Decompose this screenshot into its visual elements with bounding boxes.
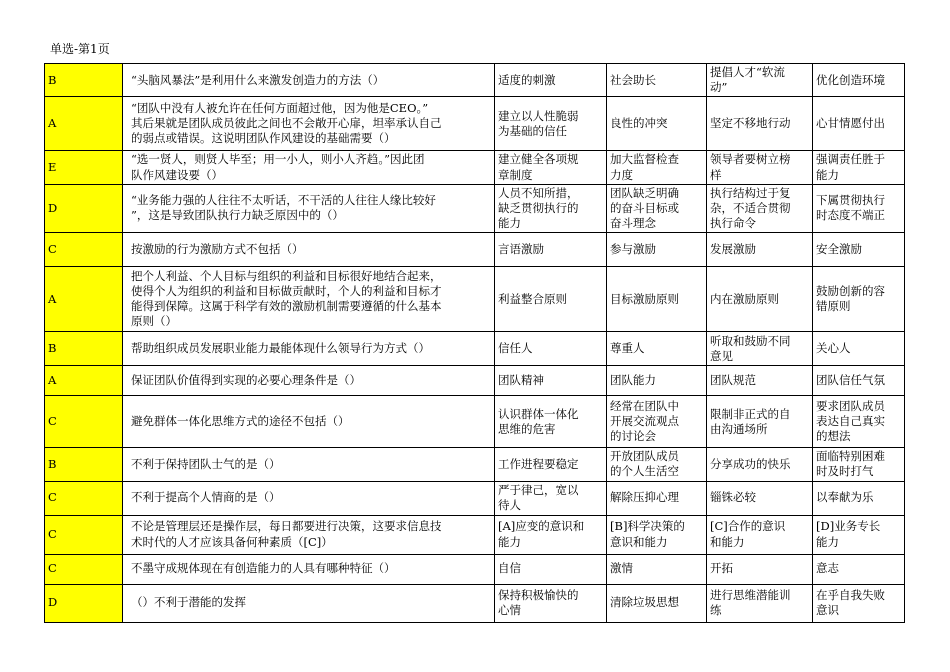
- table-row: [45, 184, 905, 233]
- option-c-cell: 坚定不移地行动: [707, 97, 813, 151]
- option-c-cell: 发展激励: [707, 233, 813, 267]
- option-d-cell: 下属贯彻执行 时态度不端正: [813, 184, 905, 233]
- option-b-cell: [B]科学决策的 意识和能力: [607, 515, 707, 554]
- option-d-cell: 面临特别困难 时及时打气: [813, 448, 905, 481]
- answer-cell: E: [45, 151, 123, 184]
- option-d-cell: 优化创造环境: [813, 64, 905, 97]
- option-d-cell: 以奉献为乐: [813, 481, 905, 515]
- table-row: [45, 267, 905, 332]
- option-b-cell: 经常在团队中 开展交流观点 的讨论会: [607, 396, 707, 448]
- option-b-cell: 团队能力: [607, 366, 707, 396]
- option-d-cell: 在乎自我失败 意识: [813, 584, 905, 622]
- option-b-cell: 开放团队成员 的个人生活空: [607, 448, 707, 481]
- table-row: [45, 515, 905, 554]
- option-d-cell: 团队信任气氛: [813, 366, 905, 396]
- option-a-cell: 言语激励: [495, 233, 607, 267]
- option-a-cell: 团队精神: [495, 366, 607, 396]
- answer-cell: B: [45, 332, 123, 366]
- option-b-cell: 参与激励: [607, 233, 707, 267]
- table-row: [45, 584, 905, 622]
- question-table-body: [45, 64, 905, 623]
- option-c-cell: 分享成功的快乐: [707, 448, 813, 481]
- option-c-cell: 听取和鼓励不同 意见: [707, 332, 813, 366]
- option-d-cell: 关心人: [813, 332, 905, 366]
- option-c-cell: 领导者要树立榜 样: [707, 151, 813, 184]
- option-d-cell: [D]业务专长 能力: [813, 515, 905, 554]
- question-cell: 避免群体一体化思维方式的途径不包括（）: [123, 396, 495, 448]
- answer-cell: C: [45, 554, 123, 584]
- question-cell: “团队中没有人被允许在任何方面超过他，因为他是CEO。” 其后果就是团队成员彼此之间也不会敞开心扉，坦率承认自己 的弱点或错误。这说明团队作风建设的基础需要（）: [123, 97, 495, 151]
- option-b-cell: 目标激励原则: [607, 267, 707, 332]
- option-a-cell: 信任人: [495, 332, 607, 366]
- table-row: [45, 448, 905, 481]
- option-c-cell: 限制非正式的自 由沟通场所: [707, 396, 813, 448]
- question-cell: 不利于保持团队士气的是（）: [123, 448, 495, 481]
- page-header: 单选-第1页: [50, 42, 110, 56]
- option-b-cell: 解除压抑心理: [607, 481, 707, 515]
- table-row: [45, 554, 905, 584]
- option-c-cell: 内在激励原则: [707, 267, 813, 332]
- option-b-cell: 尊重人: [607, 332, 707, 366]
- option-d-cell: 强调责任胜于 能力: [813, 151, 905, 184]
- answer-cell: C: [45, 515, 123, 554]
- answer-cell: B: [45, 64, 123, 97]
- table-row: [45, 151, 905, 184]
- question-cell: “选一贤人，则贤人毕至；用一小人，则小人齐趋。”因此团 队作风建设要（）: [123, 151, 495, 184]
- table-row: [45, 396, 905, 448]
- answer-cell: C: [45, 396, 123, 448]
- question-cell: 保证团队价值得到实现的必要心理条件是（）: [123, 366, 495, 396]
- option-d-cell: 心甘情愿付出: [813, 97, 905, 151]
- question-cell: 不利于提高个人情商的是（）: [123, 481, 495, 515]
- question-table: [44, 63, 905, 623]
- option-a-cell: 自信: [495, 554, 607, 584]
- option-b-cell: 社会助长: [607, 64, 707, 97]
- option-c-cell: 执行结构过于复 杂，不适合贯彻 执行命令: [707, 184, 813, 233]
- option-a-cell: 认识群体一体化 思维的危害: [495, 396, 607, 448]
- answer-cell: D: [45, 584, 123, 622]
- option-c-cell: 进行思维潜能训 练: [707, 584, 813, 622]
- table-row: [45, 366, 905, 396]
- option-c-cell: [C]合作的意识 和能力: [707, 515, 813, 554]
- option-c-cell: 提倡人才“软流 动”: [707, 64, 813, 97]
- option-c-cell: 锱铢必较: [707, 481, 813, 515]
- option-d-cell: 鼓励创新的容 错原则: [813, 267, 905, 332]
- option-b-cell: 清除垃圾思想: [607, 584, 707, 622]
- option-b-cell: 良性的冲突: [607, 97, 707, 151]
- table-row: [45, 97, 905, 151]
- option-b-cell: 激情: [607, 554, 707, 584]
- question-cell: 按激励的行为激励方式不包括（）: [123, 233, 495, 267]
- option-b-cell: 团队缺乏明确 的奋斗目标或 奋斗理念: [607, 184, 707, 233]
- table-row: [45, 332, 905, 366]
- answer-cell: C: [45, 481, 123, 515]
- option-a-cell: [A]应变的意识和 能力: [495, 515, 607, 554]
- option-a-cell: 建立以人性脆弱 为基础的信任: [495, 97, 607, 151]
- question-cell: “头脑风暴法”是利用什么来激发创造力的方法（）: [123, 64, 495, 97]
- question-cell: 不论是管理层还是操作层，每日都要进行决策，这要求信息技 术时代的人才应该具备何种素质（[C]）: [123, 515, 495, 554]
- answer-cell: B: [45, 448, 123, 481]
- answer-cell: A: [45, 366, 123, 396]
- answer-cell: C: [45, 233, 123, 267]
- question-cell: （）不利于潜能的发挥: [123, 584, 495, 622]
- option-a-cell: 保持积极愉快的 心情: [495, 584, 607, 622]
- answer-cell: D: [45, 184, 123, 233]
- option-b-cell: 加大监督检查 力度: [607, 151, 707, 184]
- option-a-cell: 工作进程要稳定: [495, 448, 607, 481]
- option-d-cell: 安全激励: [813, 233, 905, 267]
- option-d-cell: 意志: [813, 554, 905, 584]
- table-row: [45, 64, 905, 97]
- question-cell: 帮助组织成员发展职业能力最能体现什么领导行为方式（）: [123, 332, 495, 366]
- question-cell: 把个人利益、个人目标与组织的利益和目标很好地结合起来， 使得个人为组织的利益和目标做贡献时，个人的利益和目标才 能得到保障。这属于科学有效的激励机制需要遵循的什么基本 原则（）: [123, 267, 495, 332]
- option-c-cell: 团队规范: [707, 366, 813, 396]
- answer-cell: A: [45, 97, 123, 151]
- option-a-cell: 适度的刺激: [495, 64, 607, 97]
- option-c-cell: 开拓: [707, 554, 813, 584]
- option-a-cell: 人员不知所措， 缺乏贯彻执行的 能力: [495, 184, 607, 233]
- question-cell: 不墨守成规体现在有创造能力的人具有哪种特征（）: [123, 554, 495, 584]
- question-cell: “业务能力强的人往往不太听话，不干活的人往往人缘比较好 ”，这是导致团队执行力缺乏原因中的（）: [123, 184, 495, 233]
- option-a-cell: 建立健全各项规 章制度: [495, 151, 607, 184]
- table-row: [45, 481, 905, 515]
- answer-cell: A: [45, 267, 123, 332]
- option-a-cell: 利益整合原则: [495, 267, 607, 332]
- table-row: [45, 233, 905, 267]
- option-a-cell: 严于律己，宽以 待人: [495, 481, 607, 515]
- option-d-cell: 要求团队成员 表达自己真实 的想法: [813, 396, 905, 448]
